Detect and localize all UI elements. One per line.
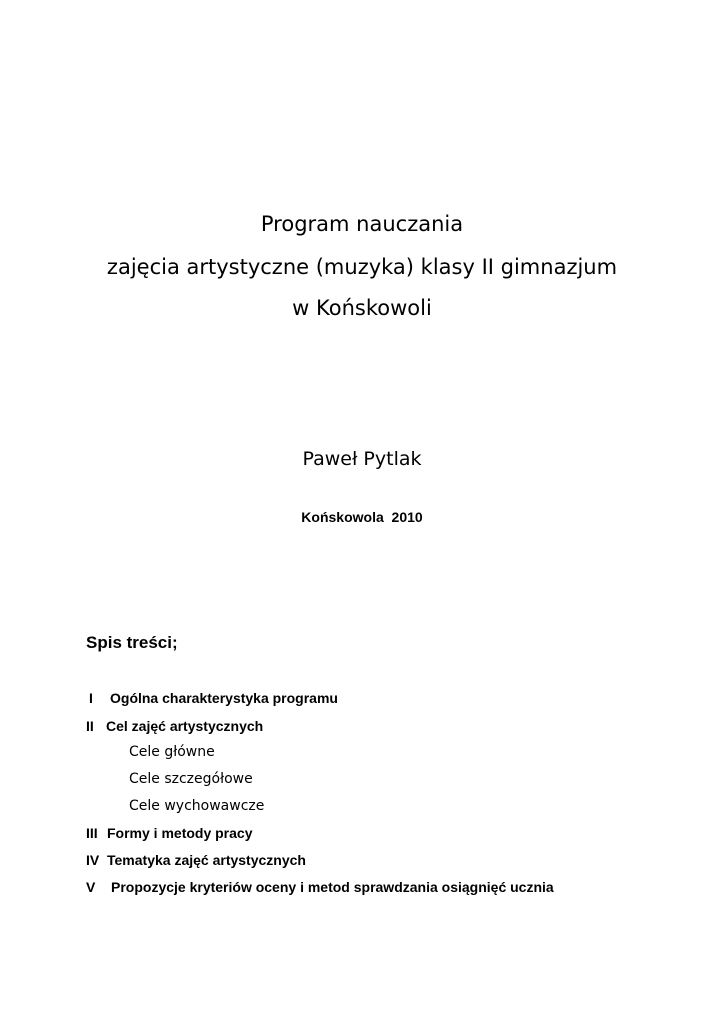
author-name: Paweł Pytlak	[302, 448, 422, 470]
title-line-3: w Końskowoli	[292, 296, 432, 320]
place-and-date: Końskowola 2010	[301, 509, 423, 525]
toc-item-number: V	[86, 879, 96, 895]
toc-item	[86, 879, 646, 895]
table-of-contents-heading: Spis treści;	[86, 633, 178, 652]
toc-item-number: I	[89, 690, 93, 706]
toc-subitem: Cele główne	[129, 744, 215, 760]
toc-item-label: Propozycje kryteriów oceny i metod sprawdzania osiągnięć ucznia	[111, 879, 554, 895]
toc-item	[86, 825, 386, 841]
toc-item-number: II	[86, 718, 94, 734]
toc-item-label: Tematyka zajęć artystycznych	[107, 852, 306, 868]
toc-item-number: IV	[86, 852, 100, 868]
toc-item-label: Cel zajęć artystycznych	[106, 718, 264, 734]
toc-subitem: Cele wychowawcze	[129, 798, 265, 814]
title-line-2: zajęcia artystyczne (muzyka) klasy II gimnazjum	[106, 255, 618, 279]
toc-item-label: Formy i metody pracy	[107, 825, 253, 841]
toc-subitem: Cele szczegółowe	[129, 771, 253, 787]
toc-item-label: Ogólna charakterystyka programu	[110, 690, 338, 706]
toc-item	[89, 690, 389, 706]
toc-item-number: III	[86, 825, 98, 841]
title-line-1: Program nauczania	[260, 212, 464, 236]
toc-item	[86, 852, 386, 868]
toc-item	[86, 718, 386, 734]
